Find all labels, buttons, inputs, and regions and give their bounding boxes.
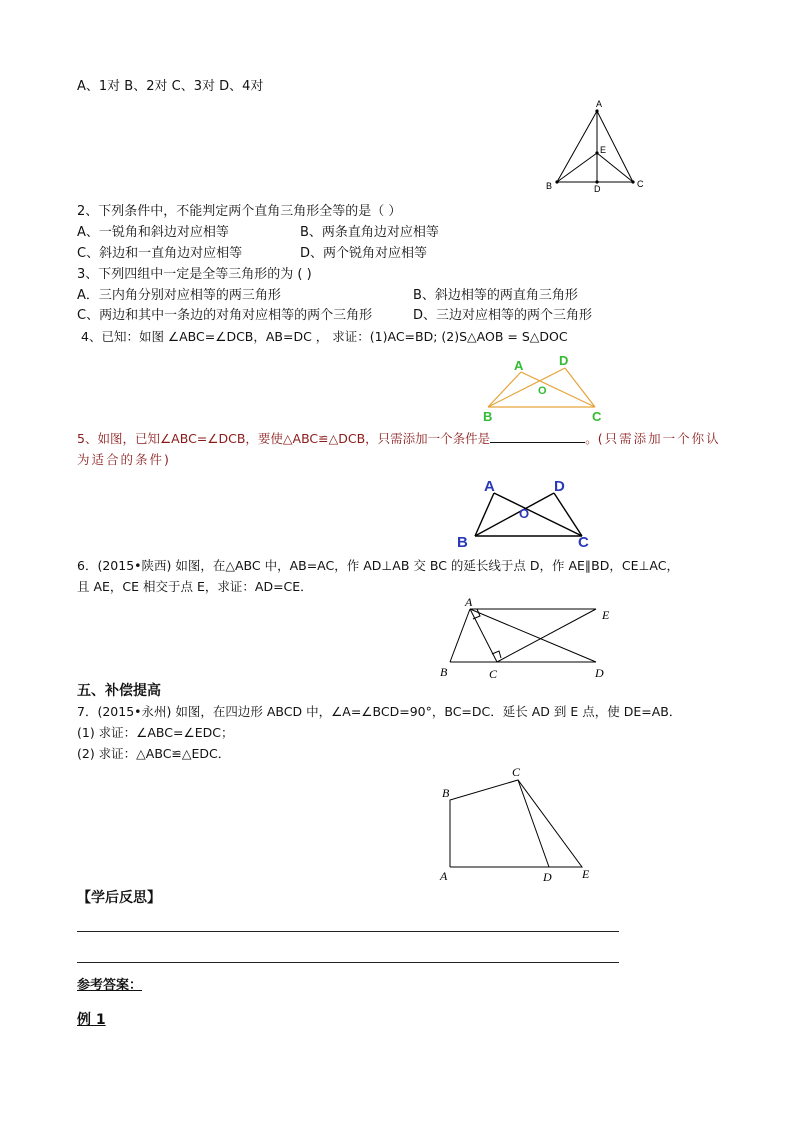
- q6-label-a: A: [465, 595, 473, 609]
- q4-label-c: C: [592, 409, 602, 424]
- q7-part2: (2) 求证：△ABC≌△EDC．: [77, 746, 231, 761]
- q7-label-d: D: [543, 870, 552, 884]
- q7-label-a: A: [440, 869, 448, 883]
- q5-stem-line: [77, 430, 721, 448]
- q4-label-b: B: [483, 409, 493, 424]
- q3-option-c: C、两边和其中一条边的对角对应相等的两个三角形: [77, 308, 373, 323]
- q4-label-o: O: [538, 385, 547, 397]
- q5-label-a: A: [484, 478, 495, 495]
- q3-stem: 3、下列四组中一定是全等三角形的为 ( ): [77, 267, 312, 282]
- q1-label-c: C: [637, 179, 644, 189]
- q3-option-b: B、斜边相等的两直角三角形: [413, 288, 578, 303]
- q5-figure: [450, 470, 600, 555]
- q2-option-b: B、两条直角边对应相等: [300, 225, 439, 240]
- q5-stem-end: 。: [585, 431, 598, 446]
- q7-label-c: C: [512, 765, 521, 779]
- q1-figure: [540, 95, 660, 195]
- q2-option-c: C、斜边和一直角边对应相等: [77, 246, 243, 261]
- q6-figure: [430, 592, 625, 684]
- q2-option-a: A、一锐角和斜边对应相等: [77, 225, 229, 240]
- q6-label-b: B: [440, 665, 448, 679]
- q1-label-d: D: [594, 184, 601, 194]
- answers-title: 参考答案：: [77, 978, 143, 993]
- q4-stem: 4、已知：如图 ∠ABC=∠DCB，AB=DC ， 求证：(1)AC=BD; (2)S△AOB = S△DOC: [81, 329, 568, 344]
- q5-stem: 5、如图，已知∠ABC=∠DCB，要使△ABC≌△DCB，只需添加一个条件是: [77, 431, 491, 446]
- q6-label-d: D: [595, 666, 604, 680]
- q2-stem: 2、下列条件中，不能判定两个直角三角形全等的是（ ）: [77, 204, 402, 219]
- q1-label-a: A: [596, 99, 603, 109]
- section-title: 五、补偿提高: [77, 683, 161, 699]
- q3-option-d: D、三边对应相等的两个三角形: [413, 308, 593, 323]
- q7-label-b: B: [442, 786, 450, 800]
- answers-example: 例 1: [77, 1012, 106, 1028]
- q3-option-a: A．三内角分别对应相等的两三角形: [77, 288, 281, 303]
- q2-option-d: D、两个锐角对应相等: [300, 246, 428, 261]
- q6-line1: 6．(2015•陕西) 如图，在△ABC 中，AB=AC，作 AD⊥AB 交 BC 的延长线于点 D，作 AE∥BD，CE⊥AC，: [77, 558, 679, 573]
- q6-label-e: E: [602, 608, 610, 622]
- q4-figure: [478, 350, 613, 425]
- q5-answer-blank[interactable]: [490, 430, 585, 443]
- q7-stem: 7．(2015•永州) 如图，在四边形 ABCD 中，∠A=∠BCD=90°，BC=DC．延长 AD 到 E 点，使 DE=AB．: [77, 704, 682, 719]
- q1-options: A、1对 B、2对 C、3对 D、4对: [77, 79, 264, 94]
- q4-label-d: D: [559, 353, 569, 368]
- q6-label-c: C: [489, 667, 498, 681]
- q7-label-e: E: [582, 867, 590, 881]
- q5-note: (只需添加一个你认: [597, 431, 721, 446]
- q7-part1: (1) 求证：∠ABC=∠EDC；: [77, 725, 234, 740]
- reflection-line-2[interactable]: [77, 962, 619, 963]
- q5-label-d: D: [554, 478, 565, 495]
- q5-note-line2: 为适合的条件): [77, 452, 171, 467]
- reflection-title: 【学后反思】: [77, 890, 161, 906]
- q5-label-c: C: [578, 534, 589, 551]
- q7-figure: [432, 760, 607, 888]
- q1-label-e: E: [600, 145, 607, 155]
- q6-line2: 且 AE，CE 相交于点 E，求证：AD=CE．: [77, 579, 313, 594]
- q5-label-b: B: [457, 534, 468, 551]
- reflection-line-1[interactable]: [77, 931, 619, 932]
- q4-label-a: A: [514, 358, 524, 373]
- q5-label-o: O: [519, 506, 530, 521]
- q1-label-b: B: [546, 181, 553, 191]
